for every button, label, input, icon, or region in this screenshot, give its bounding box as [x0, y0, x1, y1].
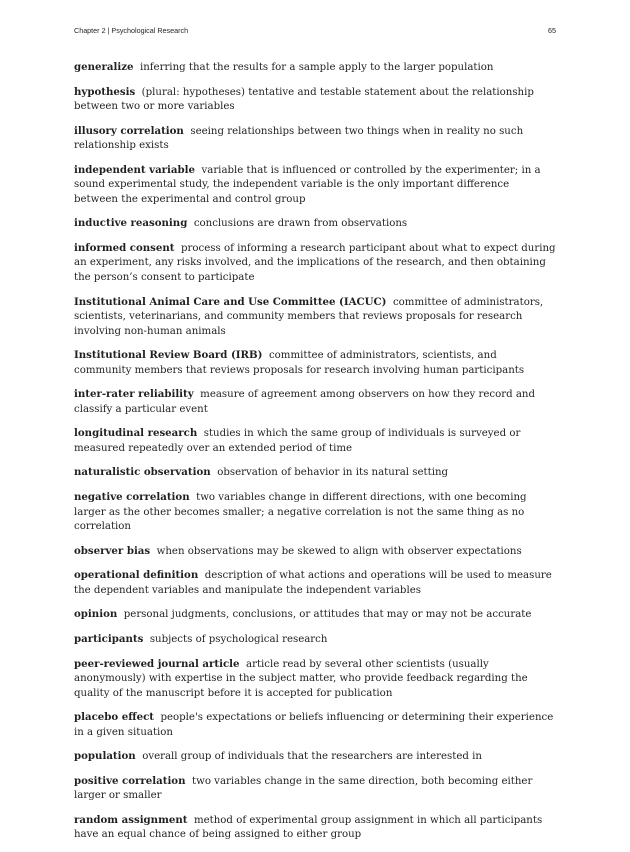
glossary-term: informed consent — [74, 241, 175, 254]
glossary-term: negative correlation — [74, 491, 190, 504]
page-number: 65 — [548, 26, 556, 35]
glossary-term: longitudinal research — [74, 427, 198, 440]
glossary-definition: committee of administrators, scientists, and community members that reviews proposals for research involving human participants — [74, 350, 525, 376]
glossary-definition: committee of administrators, scientists, veterinarians, and community members that reviews proposals for research involving non-human animals — [74, 296, 544, 337]
glossary-definition: two variables change in the same direction, both becoming either larger or smaller — [74, 775, 533, 802]
glossary-term: inductive reasoning — [74, 217, 188, 230]
glossary-entry — [74, 295, 556, 340]
glossary-term: illusory correlation — [74, 124, 184, 137]
glossary-definition: description of what actions and operations will be used to measure the dependent variables and manipulate the independent variables — [74, 570, 552, 596]
glossary-definition: people's expectations or beliefs influencing or determining their experience in a given situation — [74, 712, 554, 738]
glossary-entry — [74, 60, 556, 76]
glossary-term: independent variable — [74, 163, 195, 176]
glossary-entry — [74, 387, 556, 417]
glossary-entry — [74, 774, 556, 804]
glossary-term: population — [74, 750, 136, 763]
glossary-term: Institutional Animal Care and Use Committee (IACUC) — [74, 295, 387, 308]
glossary-definition: studies in which the same group of individuals is surveyed or measured repeatedly over an extended period of time — [74, 428, 521, 454]
glossary-definition: (plural: hypotheses) tentative and testable statement about the relationship between two or more variables — [74, 86, 534, 113]
glossary-entry — [74, 544, 556, 560]
glossary-term: positive correlation — [74, 774, 186, 787]
glossary-term: peer-reviewed journal article — [74, 657, 240, 670]
glossary-entry — [74, 710, 556, 740]
glossary-entry — [74, 241, 556, 286]
glossary-definition: inferring that the results for a sample apply to the larger population — [139, 62, 494, 73]
glossary-definition: seeing relationships between two things when in reality no such relationship exists — [74, 125, 524, 152]
glossary-entry — [74, 490, 556, 535]
glossary-term: operational definition — [74, 569, 199, 582]
glossary-entry — [74, 657, 556, 702]
glossary-term: participants — [74, 632, 144, 645]
glossary-term: random assignment — [74, 813, 188, 826]
glossary-definition: subjects of psychological research — [149, 633, 328, 645]
glossary-definition: two variables change in different directions, with one becoming larger as the other becomes smaller; a negative correlation is not the same thing as no correlation — [74, 492, 527, 533]
glossary-entry — [74, 607, 556, 623]
glossary-entry — [74, 568, 556, 598]
glossary-definition: observation of behavior in its natural setting — [217, 467, 449, 479]
glossary-entry — [74, 426, 556, 456]
glossary-definition: when observations may be skewed to align with observer expectations — [156, 545, 522, 557]
glossary-definition: overall group of individuals that the researchers are interested in — [142, 751, 482, 763]
glossary-list — [74, 60, 556, 852]
glossary-entry — [74, 124, 556, 154]
glossary-entry — [74, 813, 556, 843]
glossary-entry — [74, 632, 556, 648]
glossary-definition: measure of agreement among observers on how they record and classify a particular event — [74, 389, 535, 415]
glossary-definition: personal judgments, conclusions, or attitudes that may or may not be accurate — [123, 609, 532, 621]
glossary-term: naturalistic observation — [74, 466, 211, 479]
glossary-entry — [74, 749, 556, 765]
glossary-definition: method of experimental group assignment in which all participants have an equal chance of being assigned to either group — [74, 814, 543, 841]
glossary-definition: variable that is influenced or controlled by the experimenter; in a sound experimental study, the independent variable is the only important difference between the experimental and control group — [74, 164, 541, 205]
glossary-entry — [74, 163, 556, 208]
glossary-entry — [74, 465, 556, 481]
glossary-definition: article read by several other scientists (usually anonymously) with expertise in the subject matter, who provide feedback regarding the quality of the manuscript before it is accepted for publication — [74, 658, 528, 699]
chapter-title: Chapter 2 | Psychological Research — [74, 26, 189, 35]
glossary-term: placebo effect — [74, 711, 154, 724]
glossary-entry — [74, 348, 556, 378]
glossary-term: observer bias — [74, 544, 151, 557]
glossary-term: opinion — [74, 608, 118, 621]
glossary-entry — [74, 85, 556, 115]
glossary-term: hypothesis — [74, 85, 136, 98]
glossary-entry — [74, 216, 556, 232]
glossary-definition: process of informing a research participant about what to expect during an experiment, any risks involved, and the implications of the research, and then obtaining the person’s consent to participate — [74, 242, 556, 283]
glossary-term: generalize — [74, 61, 134, 73]
glossary-definition: conclusions are drawn from observations — [193, 218, 408, 230]
glossary-term: Institutional Review Board (IRB) — [74, 349, 263, 362]
glossary-term: inter-rater reliability — [74, 388, 194, 401]
